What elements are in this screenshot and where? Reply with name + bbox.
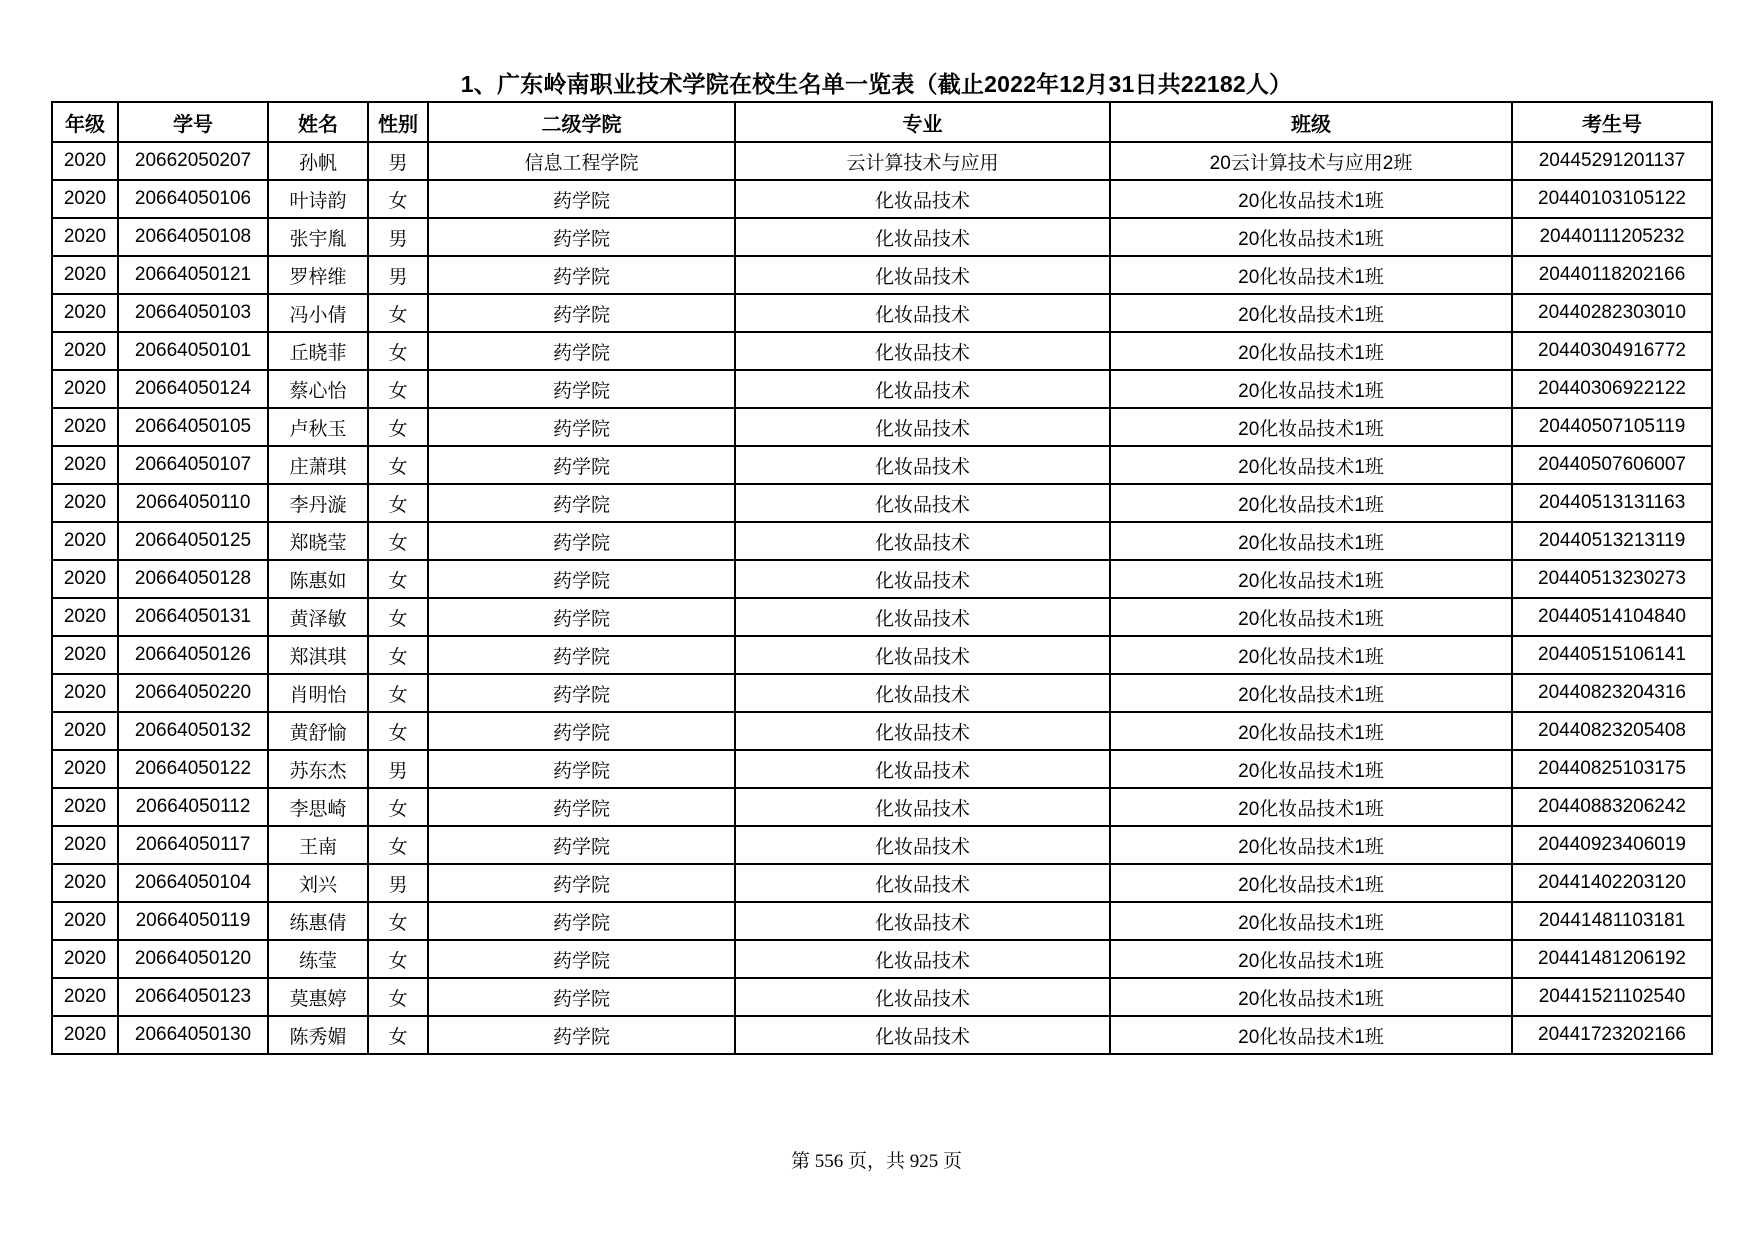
exam-number-cell: 20440825103175 xyxy=(1512,750,1712,788)
table-row xyxy=(52,370,1712,408)
major-cell: 化妆品技术 xyxy=(735,370,1110,408)
gender-cell: 女 xyxy=(368,522,428,560)
gender-cell: 女 xyxy=(368,180,428,218)
name-cell: 蔡心怡 xyxy=(268,370,368,408)
major-cell: 化妆品技术 xyxy=(735,940,1110,978)
table-row xyxy=(52,294,1712,332)
student-id-cell: 20664050123 xyxy=(118,978,268,1016)
class-cell: 20化妆品技术1班 xyxy=(1110,370,1512,408)
college-cell: 药学院 xyxy=(428,598,735,636)
header-grade: 年级 xyxy=(52,102,118,142)
grade-cell: 2020 xyxy=(52,180,118,218)
college-cell: 药学院 xyxy=(428,940,735,978)
student-id-cell: 20664050110 xyxy=(118,484,268,522)
class-cell: 20化妆品技术1班 xyxy=(1110,218,1512,256)
table-body xyxy=(52,142,1712,1054)
grade-cell: 2020 xyxy=(52,598,118,636)
student-id-cell: 20664050103 xyxy=(118,294,268,332)
class-cell: 20化妆品技术1班 xyxy=(1110,712,1512,750)
name-cell: 王南 xyxy=(268,826,368,864)
major-cell: 化妆品技术 xyxy=(735,408,1110,446)
college-cell: 药学院 xyxy=(428,826,735,864)
class-cell: 20化妆品技术1班 xyxy=(1110,750,1512,788)
grade-cell: 2020 xyxy=(52,940,118,978)
major-cell: 化妆品技术 xyxy=(735,332,1110,370)
name-cell: 郑晓莹 xyxy=(268,522,368,560)
header-exam-number: 考生号 xyxy=(1512,102,1712,142)
exam-number-cell: 20441481103181 xyxy=(1512,902,1712,940)
major-cell: 化妆品技术 xyxy=(735,294,1110,332)
name-cell: 卢秋玉 xyxy=(268,408,368,446)
exam-number-cell: 20440304916772 xyxy=(1512,332,1712,370)
grade-cell: 2020 xyxy=(52,826,118,864)
name-cell: 庄萧琪 xyxy=(268,446,368,484)
gender-cell: 女 xyxy=(368,674,428,712)
table-row xyxy=(52,256,1712,294)
major-cell: 化妆品技术 xyxy=(735,636,1110,674)
name-cell: 陈秀媚 xyxy=(268,1016,368,1054)
gender-cell: 女 xyxy=(368,940,428,978)
college-cell: 药学院 xyxy=(428,978,735,1016)
major-cell: 化妆品技术 xyxy=(735,902,1110,940)
class-cell: 20化妆品技术1班 xyxy=(1110,256,1512,294)
table-row xyxy=(52,142,1712,180)
exam-number-cell: 20440282303010 xyxy=(1512,294,1712,332)
gender-cell: 女 xyxy=(368,294,428,332)
table-row xyxy=(52,750,1712,788)
table-row xyxy=(52,598,1712,636)
grade-cell: 2020 xyxy=(52,560,118,598)
table-row xyxy=(52,180,1712,218)
gender-cell: 男 xyxy=(368,142,428,180)
exam-number-cell: 20440823205408 xyxy=(1512,712,1712,750)
student-id-cell: 20664050104 xyxy=(118,864,268,902)
table-row xyxy=(52,978,1712,1016)
class-cell: 20化妆品技术1班 xyxy=(1110,636,1512,674)
name-cell: 冯小倩 xyxy=(268,294,368,332)
table-header-row xyxy=(52,102,1712,142)
major-cell: 化妆品技术 xyxy=(735,560,1110,598)
table-row xyxy=(52,332,1712,370)
table-row xyxy=(52,712,1712,750)
exam-number-cell: 20440513213119 xyxy=(1512,522,1712,560)
exam-number-cell: 20441521102540 xyxy=(1512,978,1712,1016)
exam-number-cell: 20440507105119 xyxy=(1512,408,1712,446)
grade-cell: 2020 xyxy=(52,674,118,712)
class-cell: 20化妆品技术1班 xyxy=(1110,332,1512,370)
grade-cell: 2020 xyxy=(52,712,118,750)
grade-cell: 2020 xyxy=(52,218,118,256)
student-id-cell: 20664050125 xyxy=(118,522,268,560)
gender-cell: 男 xyxy=(368,864,428,902)
class-cell: 20化妆品技术1班 xyxy=(1110,180,1512,218)
student-id-cell: 20662050207 xyxy=(118,142,268,180)
major-cell: 化妆品技术 xyxy=(735,522,1110,560)
student-id-cell: 20664050121 xyxy=(118,256,268,294)
name-cell: 李思崎 xyxy=(268,788,368,826)
college-cell: 药学院 xyxy=(428,902,735,940)
student-id-cell: 20664050128 xyxy=(118,560,268,598)
table-row xyxy=(52,522,1712,560)
name-cell: 刘兴 xyxy=(268,864,368,902)
document-title: 1、广东岭南职业技术学院在校生名单一览表（截止2022年12月31日共22182人） xyxy=(460,71,1293,97)
grade-cell: 2020 xyxy=(52,446,118,484)
student-id-cell: 20664050126 xyxy=(118,636,268,674)
class-cell: 20化妆品技术1班 xyxy=(1110,294,1512,332)
college-cell: 药学院 xyxy=(428,446,735,484)
class-cell: 20化妆品技术1班 xyxy=(1110,560,1512,598)
college-cell: 药学院 xyxy=(428,1016,735,1054)
grade-cell: 2020 xyxy=(52,864,118,902)
name-cell: 罗梓维 xyxy=(268,256,368,294)
student-id-cell: 20664050130 xyxy=(118,1016,268,1054)
student-id-cell: 20664050220 xyxy=(118,674,268,712)
student-id-cell: 20664050124 xyxy=(118,370,268,408)
gender-cell: 男 xyxy=(368,256,428,294)
student-id-cell: 20664050107 xyxy=(118,446,268,484)
exam-number-cell: 20440515106141 xyxy=(1512,636,1712,674)
grade-cell: 2020 xyxy=(52,978,118,1016)
major-cell: 化妆品技术 xyxy=(735,712,1110,750)
header-gender: 性别 xyxy=(368,102,428,142)
major-cell: 化妆品技术 xyxy=(735,180,1110,218)
header-class: 班级 xyxy=(1110,102,1512,142)
student-roster-table xyxy=(51,101,1713,1055)
student-id-cell: 20664050105 xyxy=(118,408,268,446)
class-cell: 20化妆品技术1班 xyxy=(1110,826,1512,864)
name-cell: 苏东杰 xyxy=(268,750,368,788)
exam-number-cell: 20440306922122 xyxy=(1512,370,1712,408)
college-cell: 药学院 xyxy=(428,522,735,560)
exam-number-cell: 20440111205232 xyxy=(1512,218,1712,256)
name-cell: 练莹 xyxy=(268,940,368,978)
exam-number-cell: 20440103105122 xyxy=(1512,180,1712,218)
exam-number-cell: 20441402203120 xyxy=(1512,864,1712,902)
table-row xyxy=(52,408,1712,446)
exam-number-cell: 20440823204316 xyxy=(1512,674,1712,712)
college-cell: 药学院 xyxy=(428,636,735,674)
gender-cell: 男 xyxy=(368,750,428,788)
grade-cell: 2020 xyxy=(52,788,118,826)
gender-cell: 女 xyxy=(368,370,428,408)
header-college: 二级学院 xyxy=(428,102,735,142)
student-id-cell: 20664050117 xyxy=(118,826,268,864)
major-cell: 化妆品技术 xyxy=(735,598,1110,636)
name-cell: 李丹漩 xyxy=(268,484,368,522)
gender-cell: 女 xyxy=(368,788,428,826)
class-cell: 20化妆品技术1班 xyxy=(1110,484,1512,522)
major-cell: 化妆品技术 xyxy=(735,446,1110,484)
exam-number-cell: 20440883206242 xyxy=(1512,788,1712,826)
table-row xyxy=(52,636,1712,674)
class-cell: 20化妆品技术1班 xyxy=(1110,902,1512,940)
gender-cell: 女 xyxy=(368,560,428,598)
name-cell: 陈惠如 xyxy=(268,560,368,598)
major-cell: 化妆品技术 xyxy=(735,978,1110,1016)
student-id-cell: 20664050106 xyxy=(118,180,268,218)
major-cell: 化妆品技术 xyxy=(735,256,1110,294)
name-cell: 丘晓菲 xyxy=(268,332,368,370)
college-cell: 药学院 xyxy=(428,332,735,370)
exam-number-cell: 20440513230273 xyxy=(1512,560,1712,598)
grade-cell: 2020 xyxy=(52,750,118,788)
class-cell: 20化妆品技术1班 xyxy=(1110,598,1512,636)
table-row xyxy=(52,826,1712,864)
exam-number-cell: 20440118202166 xyxy=(1512,256,1712,294)
student-id-cell: 20664050120 xyxy=(118,940,268,978)
table-row xyxy=(52,788,1712,826)
class-cell: 20化妆品技术1班 xyxy=(1110,674,1512,712)
grade-cell: 2020 xyxy=(52,256,118,294)
header-name: 姓名 xyxy=(268,102,368,142)
college-cell: 药学院 xyxy=(428,256,735,294)
name-cell: 黄舒愉 xyxy=(268,712,368,750)
name-cell: 练惠倩 xyxy=(268,902,368,940)
grade-cell: 2020 xyxy=(52,636,118,674)
grade-cell: 2020 xyxy=(52,902,118,940)
college-cell: 药学院 xyxy=(428,864,735,902)
exam-number-cell: 20440923406019 xyxy=(1512,826,1712,864)
gender-cell: 女 xyxy=(368,636,428,674)
class-cell: 20化妆品技术1班 xyxy=(1110,788,1512,826)
college-cell: 药学院 xyxy=(428,408,735,446)
table-row xyxy=(52,1016,1712,1054)
name-cell: 黄泽敏 xyxy=(268,598,368,636)
class-cell: 20化妆品技术1班 xyxy=(1110,978,1512,1016)
college-cell: 药学院 xyxy=(428,674,735,712)
table-row xyxy=(52,940,1712,978)
gender-cell: 女 xyxy=(368,598,428,636)
class-cell: 20化妆品技术1班 xyxy=(1110,1016,1512,1054)
class-cell: 20化妆品技术1班 xyxy=(1110,408,1512,446)
student-id-cell: 20664050122 xyxy=(118,750,268,788)
college-cell: 药学院 xyxy=(428,370,735,408)
gender-cell: 女 xyxy=(368,484,428,522)
major-cell: 化妆品技术 xyxy=(735,484,1110,522)
major-cell: 云计算技术与应用 xyxy=(735,142,1110,180)
class-cell: 20化妆品技术1班 xyxy=(1110,446,1512,484)
student-id-cell: 20664050119 xyxy=(118,902,268,940)
college-cell: 药学院 xyxy=(428,750,735,788)
gender-cell: 女 xyxy=(368,408,428,446)
class-cell: 20云计算技术与应用2班 xyxy=(1110,142,1512,180)
grade-cell: 2020 xyxy=(52,522,118,560)
gender-cell: 女 xyxy=(368,826,428,864)
table-row xyxy=(52,218,1712,256)
college-cell: 药学院 xyxy=(428,788,735,826)
exam-number-cell: 20440507606007 xyxy=(1512,446,1712,484)
grade-cell: 2020 xyxy=(52,408,118,446)
student-id-cell: 20664050132 xyxy=(118,712,268,750)
major-cell: 化妆品技术 xyxy=(735,864,1110,902)
college-cell: 信息工程学院 xyxy=(428,142,735,180)
name-cell: 孙帆 xyxy=(268,142,368,180)
class-cell: 20化妆品技术1班 xyxy=(1110,864,1512,902)
name-cell: 莫惠婷 xyxy=(268,978,368,1016)
exam-number-cell: 20440514104840 xyxy=(1512,598,1712,636)
major-cell: 化妆品技术 xyxy=(735,218,1110,256)
class-cell: 20化妆品技术1班 xyxy=(1110,940,1512,978)
exam-number-cell: 20441481206192 xyxy=(1512,940,1712,978)
grade-cell: 2020 xyxy=(52,142,118,180)
grade-cell: 2020 xyxy=(52,484,118,522)
major-cell: 化妆品技术 xyxy=(735,826,1110,864)
grade-cell: 2020 xyxy=(52,1016,118,1054)
exam-number-cell: 20445291201137 xyxy=(1512,142,1712,180)
grade-cell: 2020 xyxy=(52,332,118,370)
major-cell: 化妆品技术 xyxy=(735,1016,1110,1054)
name-cell: 叶诗韵 xyxy=(268,180,368,218)
grade-cell: 2020 xyxy=(52,294,118,332)
student-id-cell: 20664050112 xyxy=(118,788,268,826)
college-cell: 药学院 xyxy=(428,294,735,332)
student-id-cell: 20664050131 xyxy=(118,598,268,636)
gender-cell: 男 xyxy=(368,218,428,256)
gender-cell: 女 xyxy=(368,1016,428,1054)
exam-number-cell: 20440513131163 xyxy=(1512,484,1712,522)
gender-cell: 女 xyxy=(368,446,428,484)
name-cell: 张宇胤 xyxy=(268,218,368,256)
name-cell: 肖明怡 xyxy=(268,674,368,712)
college-cell: 药学院 xyxy=(428,180,735,218)
table-row xyxy=(52,560,1712,598)
class-cell: 20化妆品技术1班 xyxy=(1110,522,1512,560)
major-cell: 化妆品技术 xyxy=(735,674,1110,712)
grade-cell: 2020 xyxy=(52,370,118,408)
major-cell: 化妆品技术 xyxy=(735,788,1110,826)
student-id-cell: 20664050108 xyxy=(118,218,268,256)
college-cell: 药学院 xyxy=(428,218,735,256)
table-row xyxy=(52,864,1712,902)
gender-cell: 女 xyxy=(368,902,428,940)
table-row xyxy=(52,902,1712,940)
table-row xyxy=(52,446,1712,484)
gender-cell: 女 xyxy=(368,712,428,750)
college-cell: 药学院 xyxy=(428,712,735,750)
name-cell: 郑淇琪 xyxy=(268,636,368,674)
college-cell: 药学院 xyxy=(428,484,735,522)
table-row xyxy=(52,484,1712,522)
gender-cell: 女 xyxy=(368,978,428,1016)
major-cell: 化妆品技术 xyxy=(735,750,1110,788)
exam-number-cell: 20441723202166 xyxy=(1512,1016,1712,1054)
gender-cell: 女 xyxy=(368,332,428,370)
student-id-cell: 20664050101 xyxy=(118,332,268,370)
page-number: 第 556 页，共 925 页 xyxy=(790,1151,962,1172)
table-row xyxy=(52,674,1712,712)
college-cell: 药学院 xyxy=(428,560,735,598)
header-student-id: 学号 xyxy=(118,102,268,142)
header-major: 专业 xyxy=(735,102,1110,142)
